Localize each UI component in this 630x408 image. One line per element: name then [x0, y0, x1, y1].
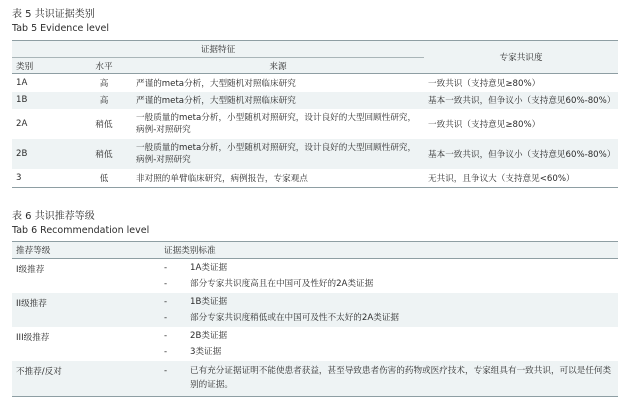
row-grade: 不推荐/反对: [12, 361, 160, 397]
row-standard: - 1B类证据 - 部分专家共识度稍低或在中国可及性不太好的2A类证据: [160, 293, 618, 327]
table-row: [12, 139, 618, 169]
row-category: 3: [16, 172, 22, 183]
row-level: 高: [76, 92, 132, 109]
row-level: 低: [99, 173, 109, 184]
row-category: 1B: [12, 92, 76, 109]
table-row: [12, 259, 618, 293]
row-level: 稍低: [95, 119, 113, 130]
row-category: 2B: [12, 139, 76, 169]
row-source: 严谨的meta分析，大型随机对照临床研究: [136, 78, 296, 89]
row-standard: - 已有充分证据证明不能使患者获益，甚至导致患者伤害的药物或医疗技术，专家组具有一致共识，可以是任何类 别的证据。: [160, 361, 618, 397]
table-row: [12, 109, 618, 139]
table-row: [12, 327, 618, 361]
header-consensus: 专家共识度: [424, 41, 618, 74]
header-source: 来源: [132, 58, 424, 74]
table5-header-row: [12, 41, 618, 58]
table-row: [12, 74, 618, 92]
row-level: 高: [99, 78, 109, 89]
row-standard: - 2B类证据 - 3类证据: [164, 330, 228, 357]
header-evidence-features: 证据特征: [12, 41, 424, 58]
row-source: 严谨的meta分析，大型随机对照临床研究: [132, 92, 424, 109]
table-row: [12, 361, 618, 397]
table-row: [12, 293, 618, 327]
row-consensus: 基本一致共识，但争议小（支持意见60%-80%）: [424, 139, 618, 169]
row-grade: III级推荐: [16, 332, 50, 343]
row-consensus: 基本一致共识，但争议小（支持意见60%-80%）: [424, 92, 618, 109]
row-grade: I级推荐: [16, 265, 45, 275]
row-source: 一般质量的meta分析，小型随机对照研究，设计良好的大型回顾性研究， 病例-对照研究: [132, 139, 424, 169]
recommendation-level-table: [12, 241, 618, 397]
table6-header-row: [12, 242, 618, 259]
table5-caption-en: Tab 5 Evidence level: [12, 23, 110, 34]
row-consensus: 一致共识（支持意见≥80%）: [428, 78, 541, 89]
table5-caption-cn: 表 5 共识证据类别: [12, 9, 95, 20]
table6-caption-en: Tab 6 Recommendation level: [12, 225, 150, 236]
row-consensus: 无共识，且争议大（支持意见<60%）: [428, 173, 575, 184]
table-row: [12, 92, 618, 109]
row-category: 2A: [16, 118, 28, 129]
table6-caption-cn: 表 6 共识推荐等级: [12, 211, 95, 222]
header-level: 水平: [76, 58, 132, 74]
row-category: 1A: [16, 77, 28, 88]
table-row: [12, 169, 618, 188]
row-level: 稍低: [76, 139, 132, 169]
row-grade: II级推荐: [12, 293, 160, 327]
row-source: 一般质量的meta分析，小型随机对照研究，设计良好的大型回顾性研究， 病例-对照研究: [136, 112, 417, 135]
row-standard: - 1A类证据 - 部分专家共识度高且在中国可及性好的2A类证据: [164, 262, 374, 289]
header-standard: 证据类别标准: [160, 242, 618, 259]
header-category: 类别: [12, 58, 76, 74]
row-consensus: 一致共识（支持意见≥80%）: [428, 119, 541, 130]
row-source: 非对照的单臂临床研究，病例报告，专家观点: [136, 173, 308, 184]
evidence-level-table: [12, 40, 618, 188]
header-grade: 推荐等级: [12, 242, 160, 259]
